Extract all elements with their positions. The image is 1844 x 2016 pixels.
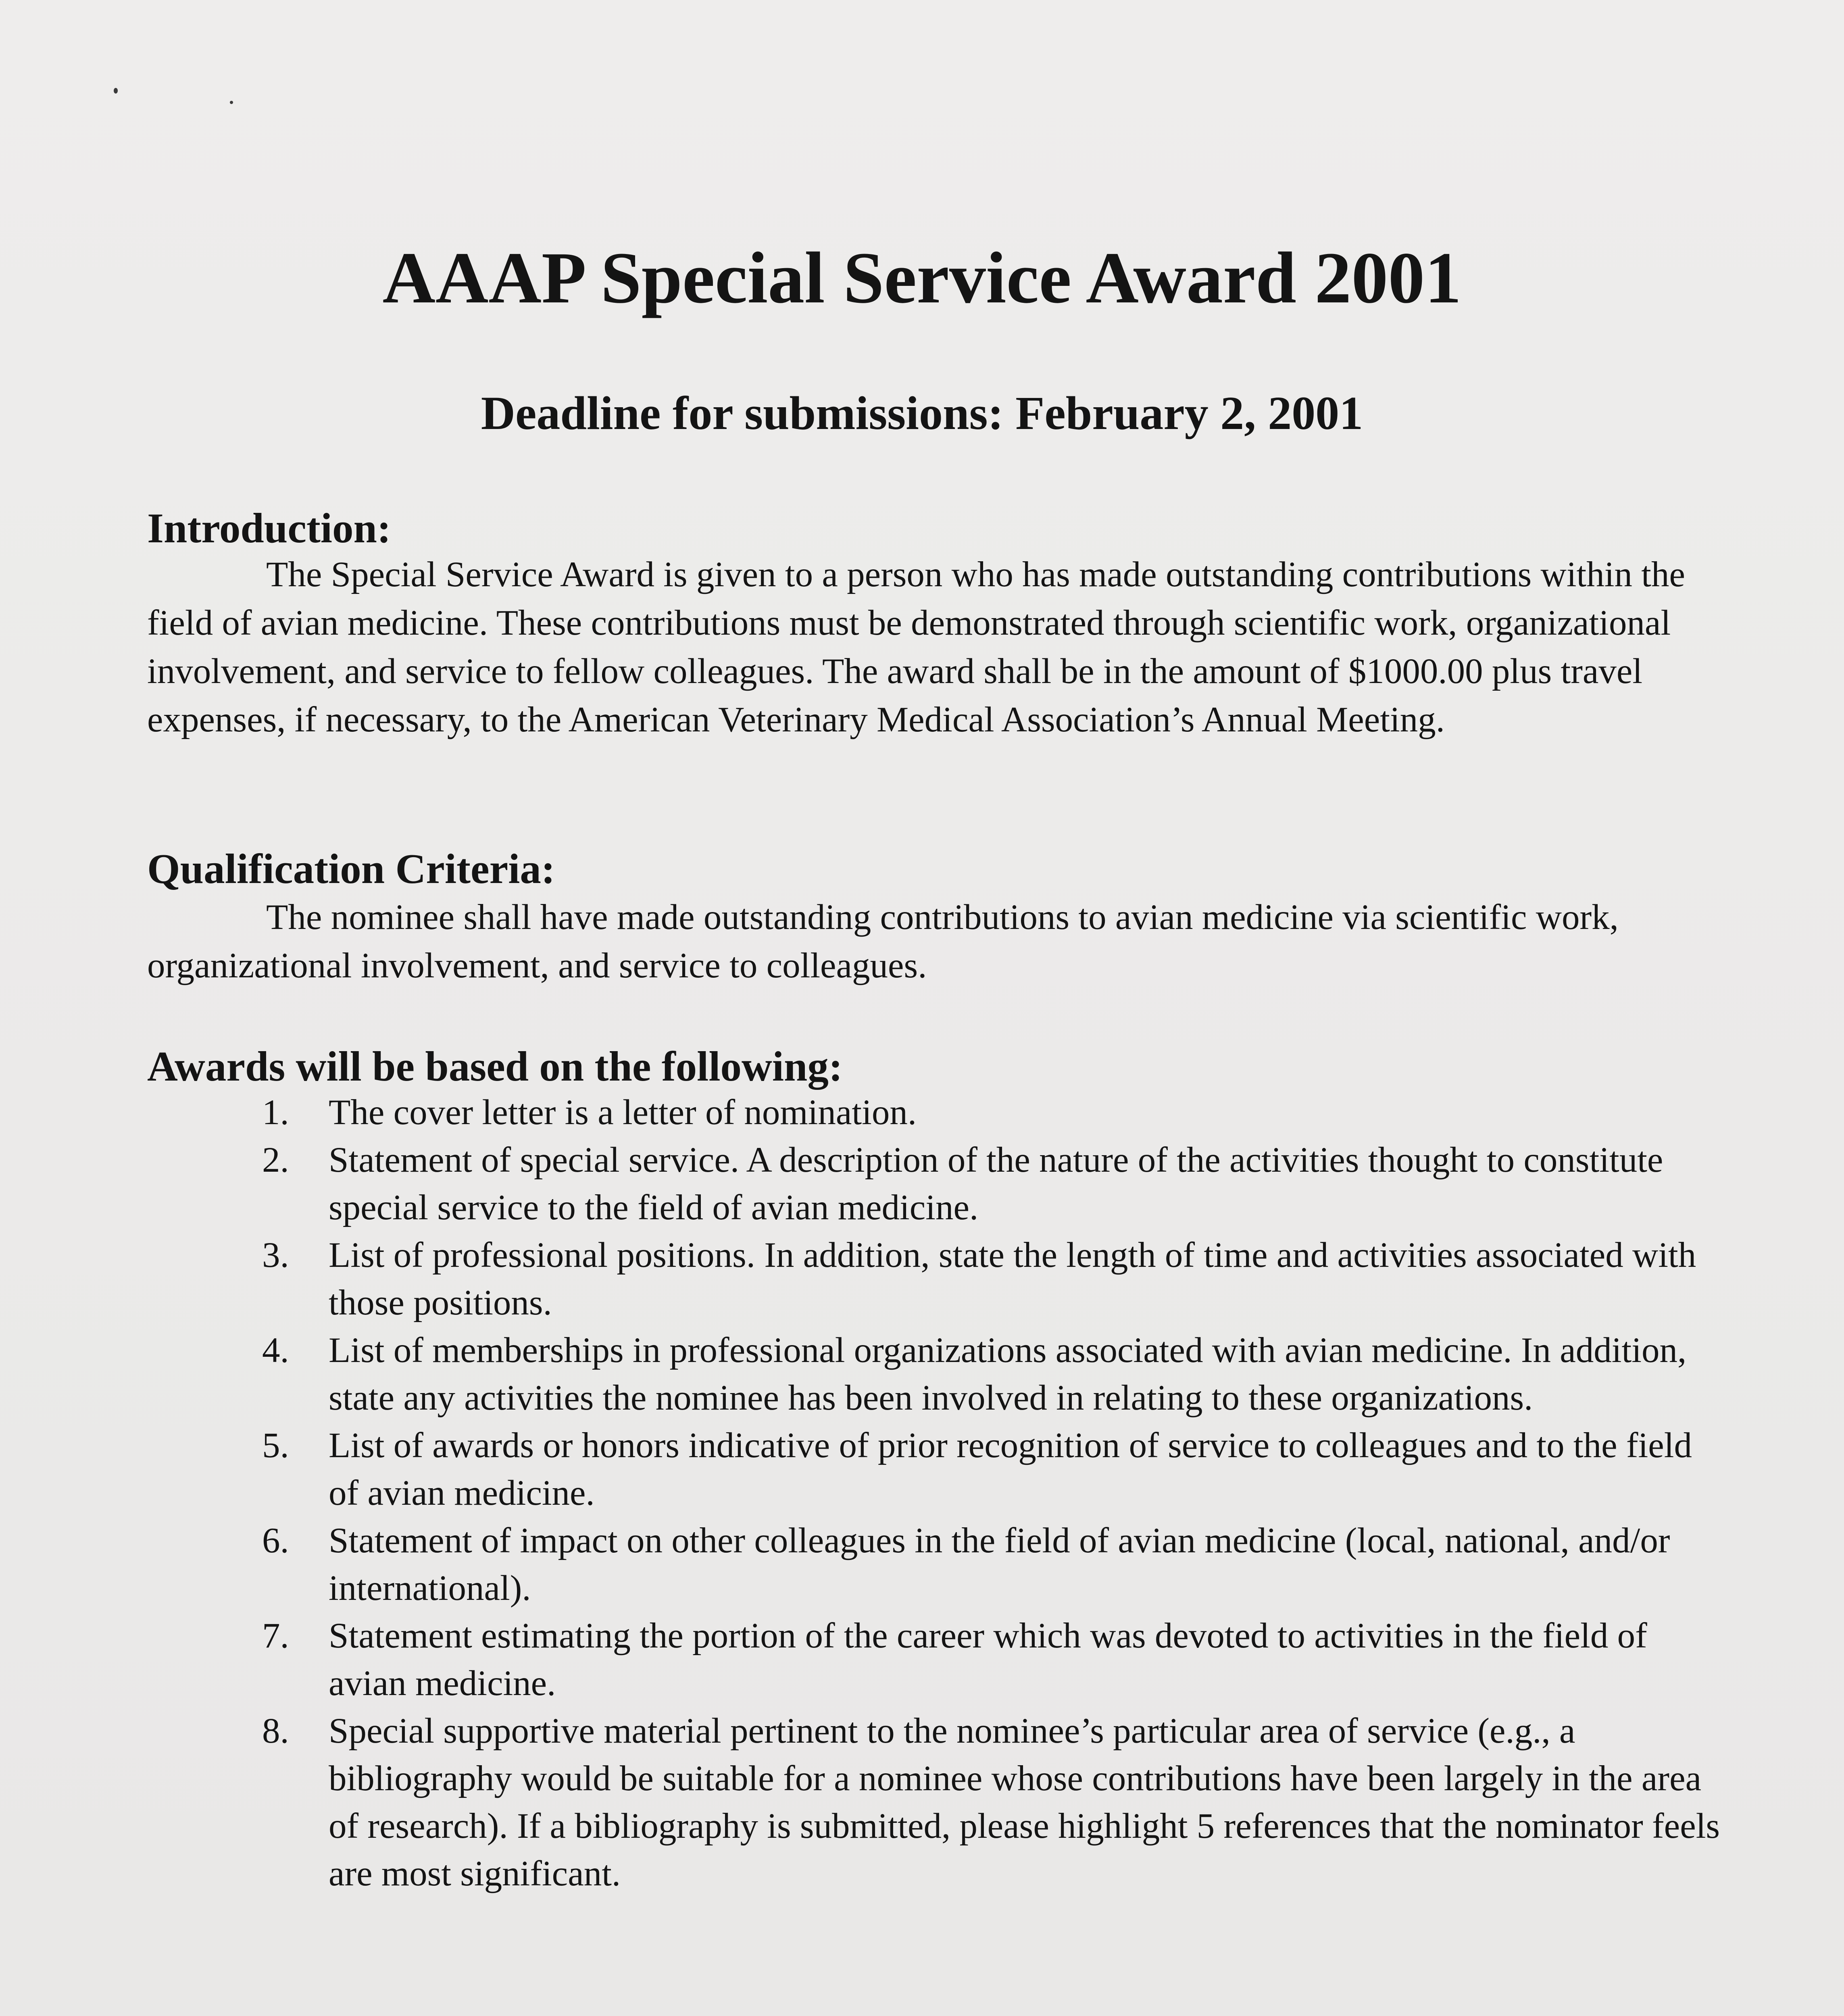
qualification-heading: Qualification Criteria: [147, 845, 555, 892]
awards-heading: Awards will be based on the following: [147, 1043, 843, 1090]
speck-mark [230, 101, 233, 104]
list-item-number: 2. [262, 1140, 289, 1180]
list-item-text: Statement of impact on other colleagues in the field of avian medicine (local, national, and/or international). [329, 1521, 1670, 1608]
list-item-text: List of awards or honors indicative of prior recognition of service to colleagues and to the field of avian medicine. [329, 1426, 1692, 1513]
list-item [262, 1327, 1730, 1422]
introduction-heading: Introduction: [147, 504, 391, 552]
list-item-number: 1. [262, 1093, 289, 1132]
introduction-paragraph: The Special Service Award is given to a person who has made outstanding contributions within the field of avian medicine. These contributions must be demonstrated through scientific work, organizational involvement, and service to fellow colleagues. The award shall be in the amount of $1000.00 plus travel expenses, if necessary, to the American Veterinary Medical Association’s Annual Meeting. [147, 555, 1685, 739]
list-item [262, 1612, 1730, 1707]
list-item [262, 1089, 1730, 1136]
list-item-text: The cover letter is a letter of nomination. [329, 1093, 917, 1132]
list-item-number: 7. [262, 1616, 289, 1656]
list-item-number: 4. [262, 1331, 289, 1370]
list-item-text: Special supportive material pertinent to the nominee’s particular area of service (e.g., a bibliography would be suitable for a nominee whose contributions have been largely in the area of research). If a bibliography is submitted, please highlight 5 references that the nominator feels are most significant. [329, 1711, 1720, 1893]
list-item [262, 1231, 1730, 1327]
list-item-number: 6. [262, 1521, 289, 1560]
deadline-subtitle: Deadline for submissions: February 2, 2001 [481, 387, 1363, 439]
page-title: AAAP Special Service Award 2001 [382, 237, 1462, 319]
list-item [262, 1707, 1730, 1897]
qualification-paragraph: The nominee shall have made outstanding contributions to avian medicine via scientific work, organizational involvement, and service to colleagues. [147, 898, 1619, 985]
list-item-text: List of professional positions. In addition, state the length of time and activities associated with those positions. [329, 1235, 1696, 1322]
awards-criteria-list [262, 1089, 1730, 1897]
list-item-text: Statement estimating the portion of the career which was devoted to activities in the field of avian medicine. [329, 1616, 1647, 1703]
list-item-number: 5. [262, 1426, 289, 1465]
list-item-number: 8. [262, 1711, 289, 1751]
speck-mark [114, 88, 118, 94]
list-item [262, 1517, 1730, 1612]
list-item-number: 3. [262, 1235, 289, 1275]
list-item [262, 1422, 1730, 1517]
list-item-text: List of memberships in professional organizations associated with avian medicine. In addition, state any activities the nominee has been involved in relating to these organizations. [329, 1331, 1687, 1418]
list-item [262, 1136, 1730, 1231]
list-item-text: Statement of special service. A description of the nature of the activities thought to constitute special service to the field of avian medicine. [329, 1140, 1663, 1227]
